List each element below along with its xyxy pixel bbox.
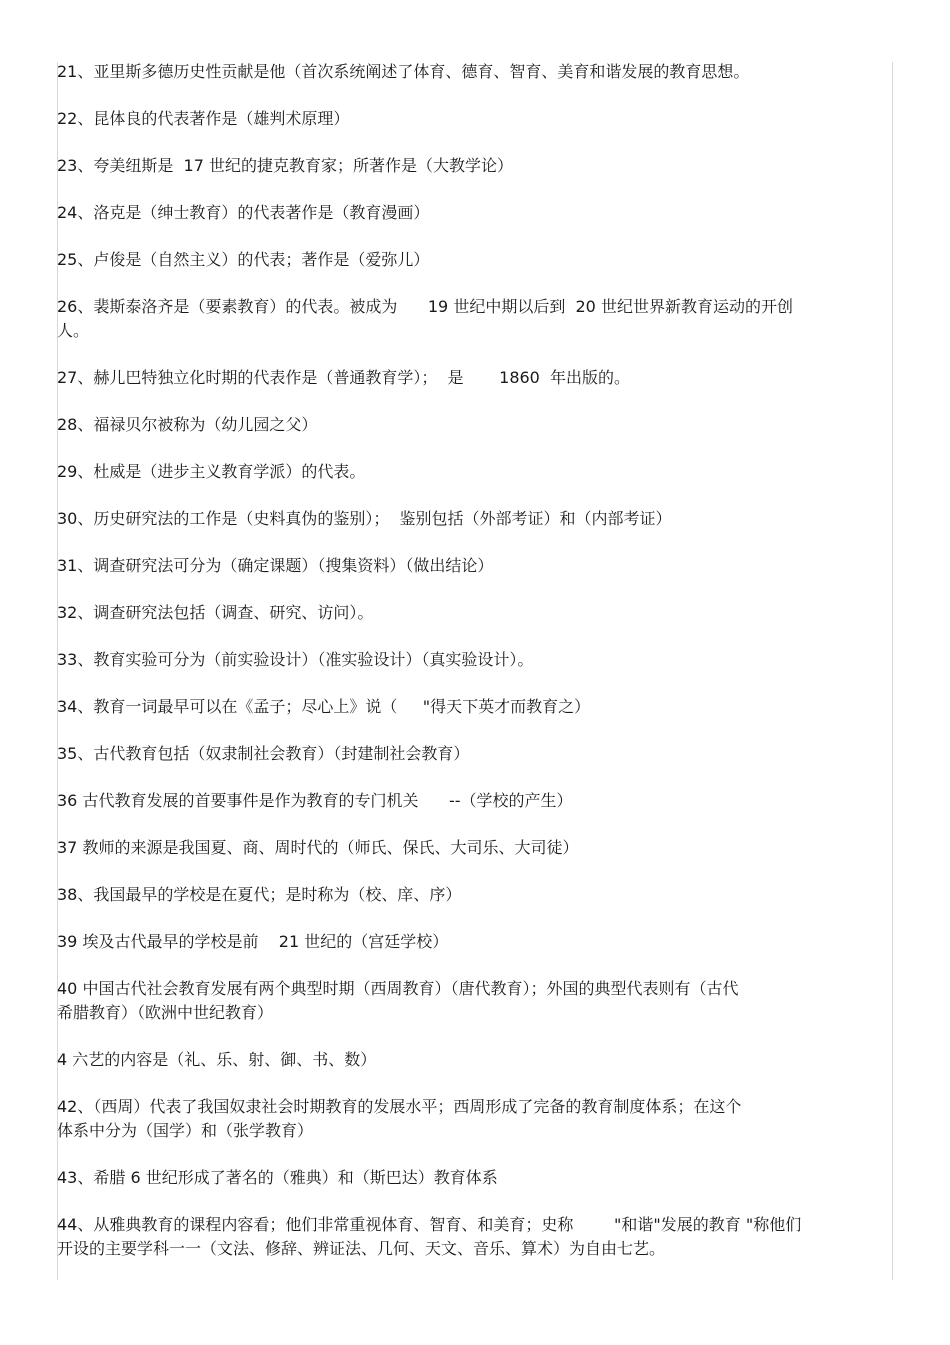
document-body xyxy=(57,60,887,1284)
list-item xyxy=(57,366,887,390)
item-line: 38、我国最早的学校是在夏代；是时称为（校、庠、序） xyxy=(57,885,462,904)
list-item xyxy=(57,413,887,437)
list-item xyxy=(57,1166,887,1190)
item-line: 44、从雅典教育的课程内容看；他们非常重视体育、智育、和美育；史称 "和谐"发展的教育 "称他们 xyxy=(57,1215,802,1234)
item-line: 39 埃及古代最早的学校是前 21 世纪的（宫廷学校） xyxy=(57,932,449,951)
item-line: 43、希腊 6 世纪形成了著名的（雅典）和（斯巴达）教育体系 xyxy=(57,1168,498,1187)
list-item xyxy=(57,930,887,954)
list-item xyxy=(57,295,887,343)
item-line: 23、夸美纽斯是 17 世纪的捷克教育家；所著作是（大教学论） xyxy=(57,156,513,175)
list-item xyxy=(57,554,887,578)
item-line: 32、调查研究法包括（调查、研究、访问）。 xyxy=(57,603,374,622)
list-item xyxy=(57,248,887,272)
list-item xyxy=(57,154,887,178)
item-line: 42、（西周）代表了我国奴隶社会时期教育的发展水平；西周形成了完备的教育制度体系；在这个 xyxy=(57,1097,742,1116)
list-item xyxy=(57,601,887,625)
list-item xyxy=(57,107,887,131)
item-line: 4 六艺的内容是（礼、乐、射、御、书、数） xyxy=(57,1050,377,1069)
item-line: 29、杜威是（进步主义教育学派）的代表。 xyxy=(57,462,366,481)
list-item xyxy=(57,883,887,907)
item-line: 34、教育一词最早可以在《孟子；尽心上》说（ "得天下英才而教育之） xyxy=(57,697,591,716)
list-item xyxy=(57,1213,887,1261)
item-line: 37 教师的来源是我国夏、商、周时代的（师氏、保氏、大司乐、大司徒） xyxy=(57,838,579,857)
item-line: 22、昆体良的代表著作是（雄判术原理） xyxy=(57,109,350,128)
right-margin-rule xyxy=(892,62,893,1280)
item-line: 开设的主要学科一一（文法、修辞、辨证法、几何、天文、音乐、算术）为自由七艺。 xyxy=(57,1239,666,1258)
list-item xyxy=(57,977,887,1025)
item-line: 希腊教育）（欧洲中世纪教育） xyxy=(57,1003,274,1022)
list-item xyxy=(57,60,887,84)
item-line: 30、历史研究法的工作是（史料真伪的鉴别）； 鉴别包括（外部考证）和（内部考证） xyxy=(57,509,672,528)
list-item xyxy=(57,201,887,225)
item-line: 24、洛克是（绅士教育）的代表著作是（教育漫画） xyxy=(57,203,430,222)
item-line: 33、教育实验可分为（前实验设计）（准实验设计）（真实验设计）。 xyxy=(57,650,534,669)
list-item xyxy=(57,789,887,813)
item-line: 35、古代教育包括（奴隶制社会教育）（封建制社会教育） xyxy=(57,744,470,763)
item-line: 28、福禄贝尔被称为（幼儿园之父） xyxy=(57,415,318,434)
list-item xyxy=(57,836,887,860)
list-item xyxy=(57,695,887,719)
item-line: 36 古代教育发展的首要事件是作为教育的专门机关 --（学校的产生） xyxy=(57,791,573,810)
list-item xyxy=(57,742,887,766)
list-item xyxy=(57,507,887,531)
list-item xyxy=(57,1095,887,1143)
item-line: 31、调查研究法可分为（确定课题）（搜集资料）（做出结论） xyxy=(57,556,494,575)
item-line: 40 中国古代社会教育发展有两个典型时期（西周教育）（唐代教育）；外国的典型代表则有（古代 xyxy=(57,979,739,998)
item-line: 27、赫儿巴特独立化时期的代表作是（普通教育学）； 是 1860 年出版的。 xyxy=(57,368,631,387)
item-line: 人。 xyxy=(57,321,90,340)
list-item xyxy=(57,460,887,484)
item-line: 26、裴斯泰洛齐是（要素教育）的代表。被成为 19 世纪中期以后到 20 世纪世界新教育运动的开创 xyxy=(57,297,793,316)
item-line: 体系中分为（国学）和（张学教育） xyxy=(57,1121,314,1140)
list-item xyxy=(57,648,887,672)
item-line: 21、亚里斯多德历史性贡献是他（首次系统阐述了体育、德育、智育、美育和谐发展的教育思想。 xyxy=(57,62,750,81)
list-item xyxy=(57,1048,887,1072)
item-line: 25、卢俊是（自然主义）的代表；著作是（爱弥儿） xyxy=(57,250,430,269)
